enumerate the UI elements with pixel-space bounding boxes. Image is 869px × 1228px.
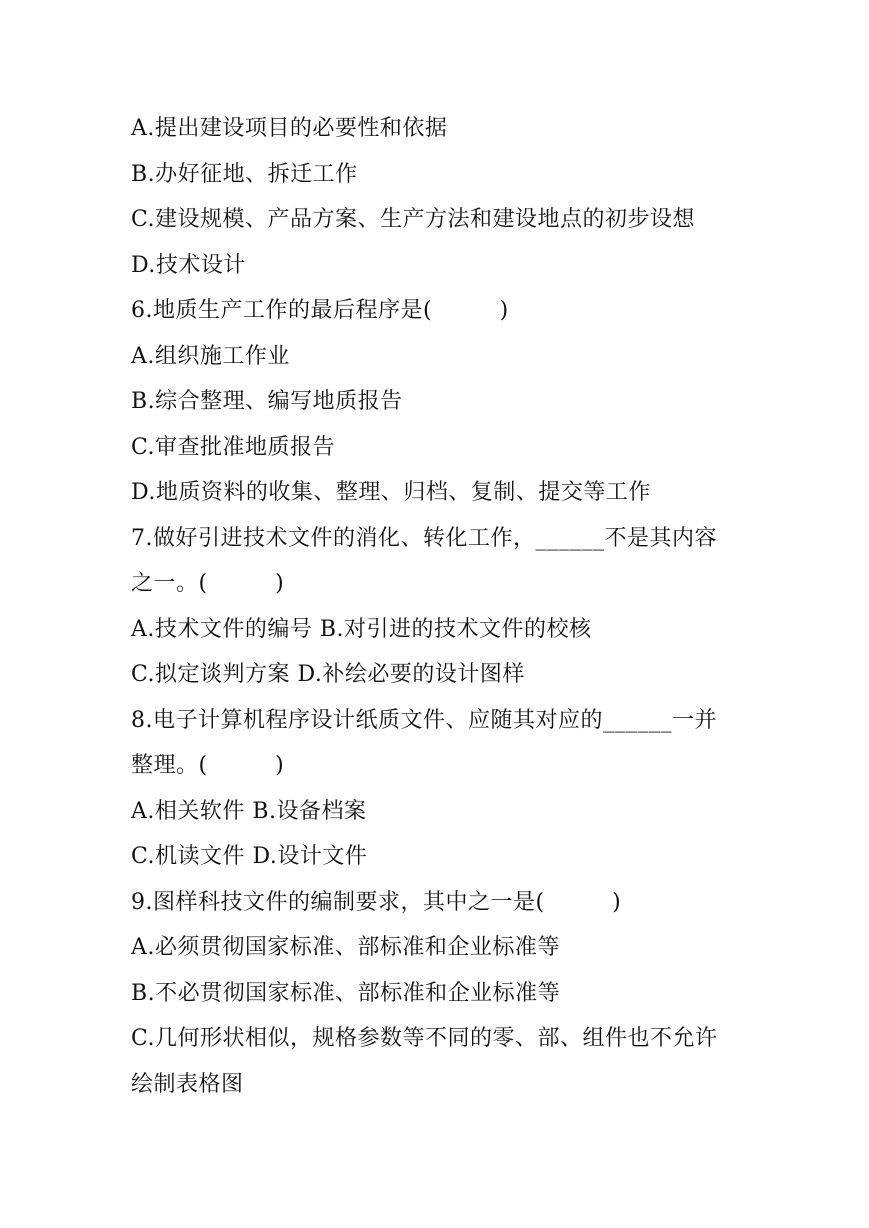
option-line: D.技术设计 (131, 252, 246, 278)
question-8: 8.电子计算机程序设计纸质文件、应随其对应的______一并 (131, 707, 717, 733)
option-line: C.拟定谈判方案 D.补绘必要的设计图样 (131, 662, 525, 687)
option-line: C.建设规模、产品方案、生产方法和建设地点的初步设想 (131, 207, 696, 232)
option-line: A.相关软件 B.设备档案 (131, 798, 367, 824)
option-line: D.地质资料的收集、整理、归档、复制、提交等工作 (131, 480, 651, 505)
option-line: A.组织施工作业 (131, 343, 290, 369)
option-line: B.综合整理、编写地质报告 (131, 389, 403, 414)
question-8-continued: 整理。( ) (131, 753, 285, 778)
option-line: A.技术文件的编号 B.对引进的技术文件的校核 (131, 616, 592, 642)
question-6: 6.地质生产工作的最后程序是( ) (131, 298, 509, 323)
question-text-block (131, 106, 741, 1107)
option-line: C.几何形状相似，规格参数等不同的零、部、组件也不允许 (131, 1026, 718, 1051)
option-line: B.不必贯彻国家标准、部标准和企业标准等 (131, 980, 561, 1006)
question-7: 7.做好引进技术文件的消化、转化工作，______不是其内容 (131, 525, 717, 551)
question-7-continued: 之一。( ) (131, 571, 285, 596)
option-line-continued: 绘制表格图 (131, 1071, 244, 1097)
option-line: C.机读文件 D.设计文件 (131, 844, 368, 869)
option-line: B.办好征地、拆迁工作 (131, 161, 358, 187)
option-line: A.提出建设项目的必要性和依据 (131, 116, 448, 141)
option-line: A.必须贯彻国家标准、部标准和企业标准等 (131, 935, 560, 960)
option-line: C.审查批准地质报告 (131, 434, 336, 460)
question-9: 9.图样科技文件的编制要求，其中之一是( ) (131, 889, 622, 915)
